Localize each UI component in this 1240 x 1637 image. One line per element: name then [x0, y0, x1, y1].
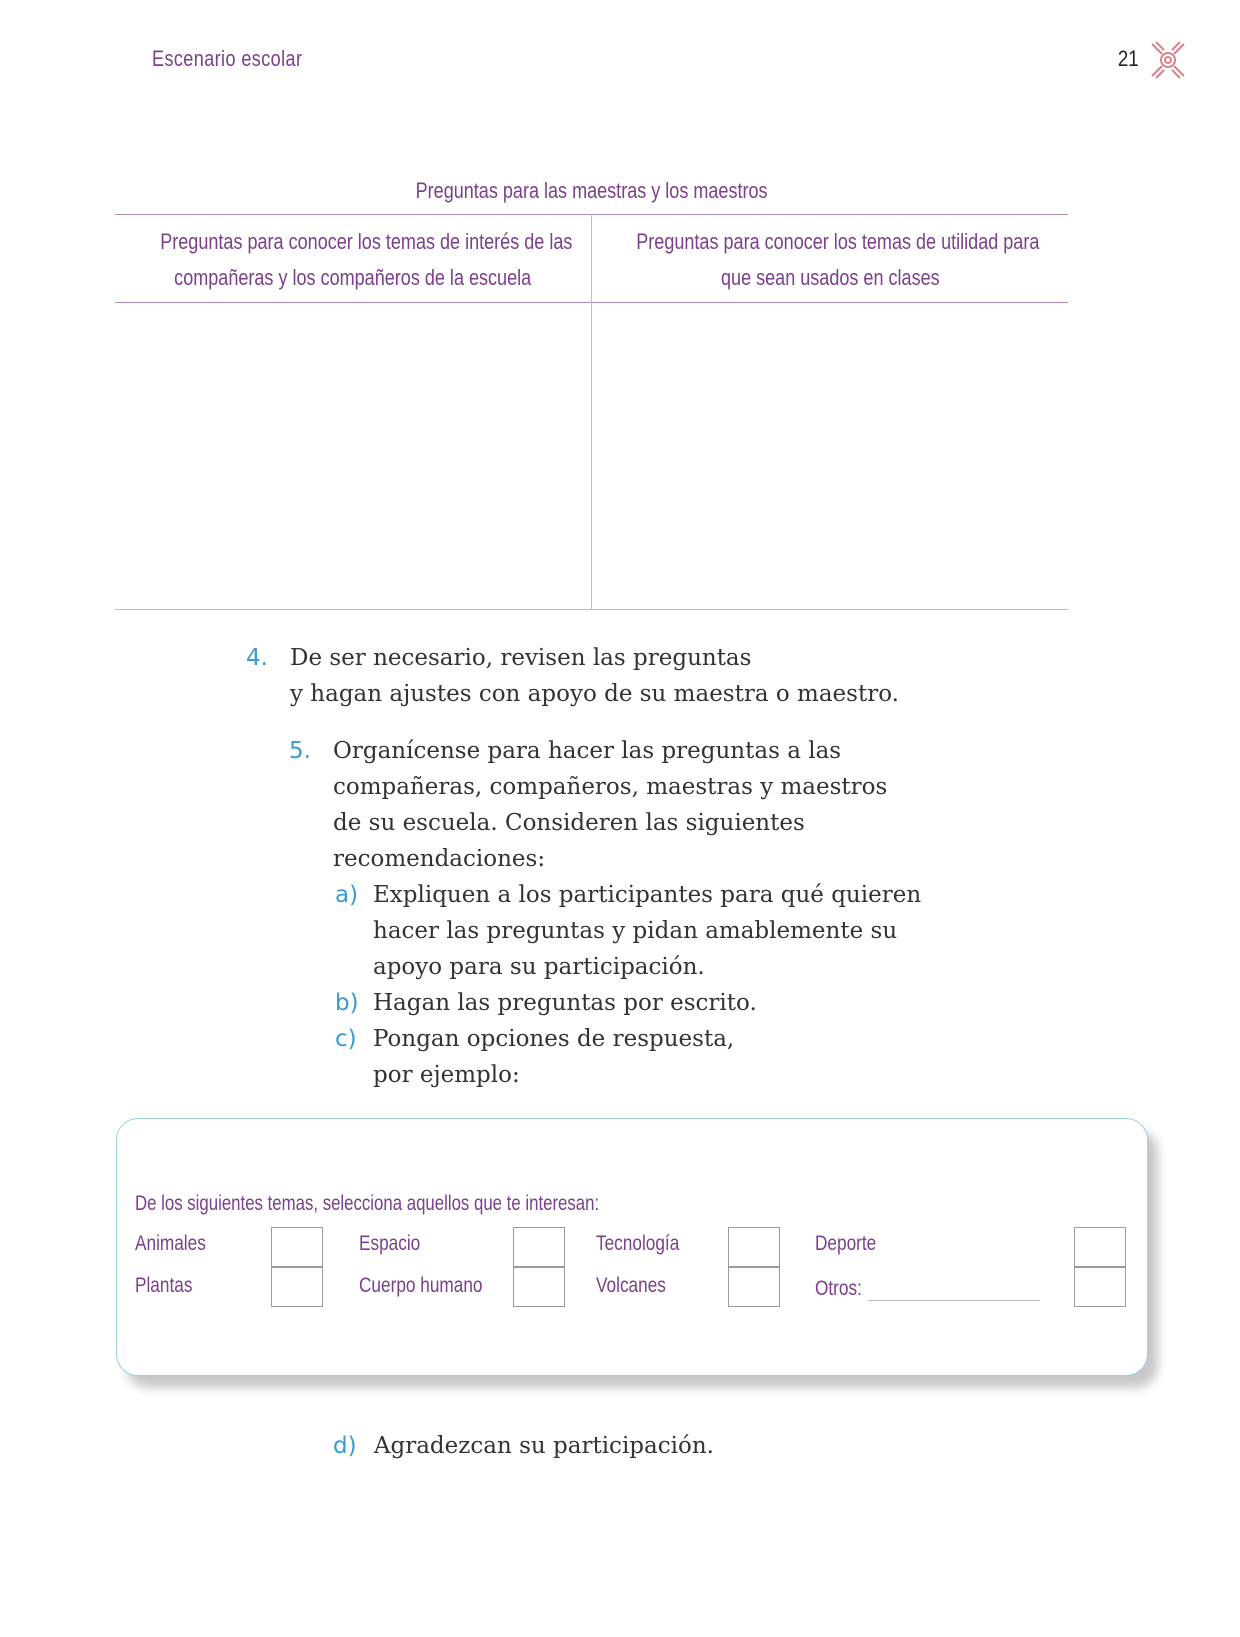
table-bottom-rule	[115, 609, 1068, 610]
checkbox-espacio[interactable]	[513, 1227, 565, 1267]
item-d	[333, 1428, 714, 1464]
step-4-line: De ser necesario, revisen las preguntas	[290, 645, 752, 671]
checkbox-otros[interactable]	[1074, 1267, 1126, 1307]
running-head: Escenario escolar	[152, 46, 303, 71]
item-c-line: por ejemplo:	[373, 1062, 520, 1088]
table-column-divider	[591, 214, 592, 610]
item-a-label: a)	[335, 882, 359, 908]
topic-espacio: Espacio	[359, 1232, 421, 1255]
topic-cuerpo-humano: Cuerpo humano	[359, 1274, 483, 1297]
decorative-emblem-icon	[1148, 40, 1188, 80]
example-prompt: De los siguientes temas, selecciona aquellos que te interesan:	[135, 1192, 600, 1215]
teacher-questions-table	[115, 168, 1068, 611]
item-b-label: b)	[335, 990, 359, 1016]
topic-animales: Animales	[135, 1232, 206, 1255]
table-title: Preguntas para las maestras y los maestros	[415, 178, 768, 203]
item-b-line: Hagan las preguntas por escrito.	[373, 990, 757, 1016]
answer-cell-interests[interactable]	[115, 303, 590, 608]
checkbox-cuerpo-humano[interactable]	[513, 1267, 565, 1307]
step-4-number: 4.	[246, 645, 268, 671]
topic-deporte: Deporte	[815, 1232, 877, 1255]
item-d-text: Agradezcan su participación.	[373, 1433, 714, 1459]
topic-plantas: Plantas	[135, 1274, 193, 1297]
checkbox-tecnologia[interactable]	[728, 1227, 780, 1267]
checkbox-deporte[interactable]	[1074, 1227, 1126, 1267]
item-a-line: Expliquen a los participantes para qué quieren	[373, 882, 922, 908]
item-c-label: c)	[335, 1026, 357, 1052]
column-header-usefulness: Preguntas para conocer los temas de utilidad para que sean usados en clases	[636, 229, 1040, 290]
checkbox-volcanes[interactable]	[728, 1267, 780, 1307]
topic-otros: Otros:	[815, 1277, 862, 1300]
item-d-label: d)	[333, 1433, 357, 1459]
step-5-line: recomendaciones:	[333, 846, 546, 872]
step-5-line: Organícense para hacer las preguntas a las	[333, 738, 842, 764]
topic-tecnologia: Tecnología	[596, 1232, 680, 1255]
step-4-line: y hagan ajustes con apoyo de su maestra o maestro.	[290, 681, 899, 707]
otros-write-in-line[interactable]	[868, 1300, 1040, 1301]
step-5-line: de su escuela. Consideren las siguientes	[333, 810, 805, 836]
page-number: 21	[1117, 46, 1139, 71]
item-c-line: Pongan opciones de respuesta,	[373, 1026, 735, 1052]
checkbox-plantas[interactable]	[271, 1267, 323, 1307]
step-5-number: 5.	[289, 738, 311, 764]
answer-cell-usefulness[interactable]	[593, 303, 1068, 608]
topic-volcanes: Volcanes	[596, 1274, 666, 1297]
item-a-line: apoyo para su participación.	[373, 954, 705, 980]
example-survey-box	[116, 1118, 1148, 1376]
column-header-interests: Preguntas para conocer los temas de interés de las compañeras y los compañeros de la escuela	[160, 229, 573, 290]
item-a-line: hacer las preguntas y pidan amablemente su	[373, 918, 898, 944]
checkbox-animales[interactable]	[271, 1227, 323, 1267]
step-5-line: compañeras, compañeros, maestras y maestros	[333, 774, 888, 800]
